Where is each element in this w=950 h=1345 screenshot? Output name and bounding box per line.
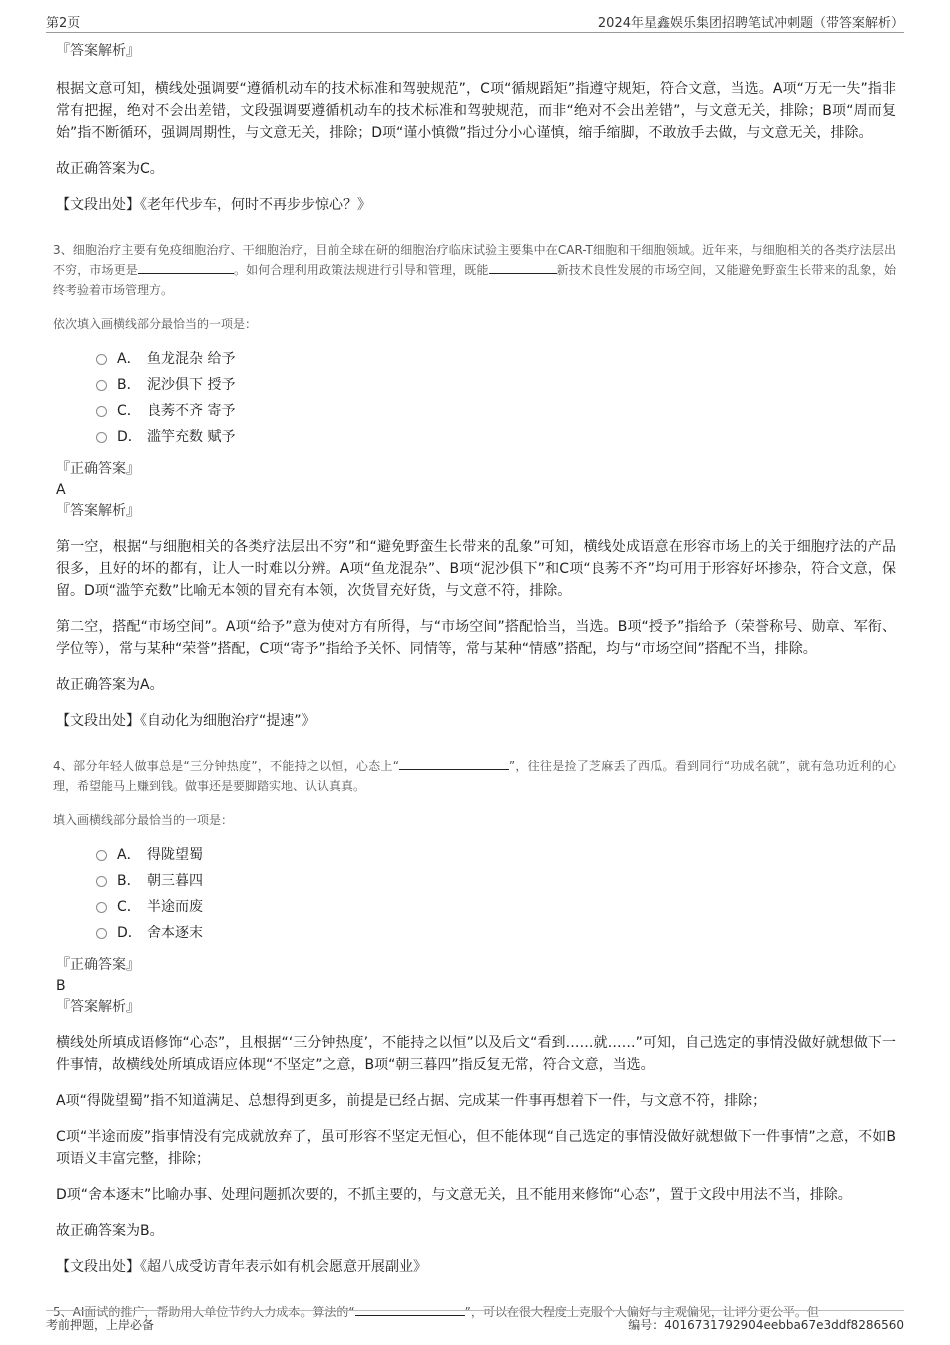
- correct-answer: A: [56, 482, 66, 498]
- source-citation: 【文段出处】《超八成受访青年表示如有机会愿意开展副业》: [56, 1259, 427, 1275]
- page-header: [46, 10, 904, 33]
- option-d[interactable]: D． 舍本逐末: [96, 920, 896, 946]
- radio-icon[interactable]: [96, 850, 107, 861]
- question-4-instruction: 填入画横线部分最恰当的一项是：: [53, 813, 234, 827]
- radio-icon[interactable]: [96, 432, 107, 443]
- radio-icon[interactable]: [96, 354, 107, 365]
- analysis-paragraph: 横线处所填成语修饰“心态”，且根据“‘三分钟热度’，不能持之以恒”以及后文“看到……就……”可知，自己选定的事情没做好就想做下一件事情，故横线处所填成语应体现“不坚定”之意，B项“朝三暮四”指反复无常，符合文意，当选。: [56, 1035, 896, 1073]
- question-3-stem: 3、细胞治疗主要有免疫细胞治疗、干细胞治疗，目前全球在研的细胞治疗临床试验主要集中在CAR-T细胞和干细胞领域。近年来，与细胞相关的各类疗法层出不穷，市场更是 。如何合理利用政策法规进行引导和管理，既能 新技术良性发展的市场空间，又能避免野蛮生长带来的乱象，始终考验着市场管理方。: [53, 243, 896, 297]
- option-c[interactable]: C． 良莠不齐 寄予: [96, 398, 896, 424]
- correct-answer: B: [56, 978, 66, 994]
- radio-icon[interactable]: [96, 902, 107, 913]
- question-4-stem: 4、部分年轻人做事总是“三分钟热度”，不能持之以恒，心态上“ ”，往往是捡了芝麻丢了西瓜。看到同行“功成名就”，就有急功近利的心理，希望能马上赚到钱。做事还是要脚踏实地、认认真真。: [53, 759, 896, 793]
- correct-answer-label: 『正确答案』: [56, 957, 140, 973]
- document-body: [53, 40, 896, 1322]
- blank-line: [399, 757, 509, 770]
- page-footer: [46, 1310, 904, 1337]
- analysis-label: 『答案解析』: [56, 43, 140, 59]
- question-4-options: [96, 842, 896, 946]
- option-b[interactable]: B． 泥沙俱下 授予: [96, 372, 896, 398]
- analysis-paragraph: 第一空，根据“与细胞相关的各类疗法层出不穷”和“避免野蛮生长带来的乱象”可知，横线处成语意在形容市场上的关于细胞疗法的产品很多，且好的坏的都有，让人一时难以分辨。A项“鱼龙混杂”、B项“泥沙俱下”和C项“良莠不齐”均可用于形容好坏掺杂，符合文意，保留。D项“滥竽充数”比喻无本领的冒充有本领，次货冒充好货，与文意不符，排除。: [56, 539, 896, 599]
- analysis-paragraph: 根据文意可知，横线处强调要“遵循机动车的技术标准和驾驶规范”，C项“循规蹈矩”指遵守规矩，符合文意，当选。A项“万无一失”指非常有把握，绝对不会出差错，文段强调要遵循机动车的技术标准和驾驶规范，而非“绝对不会出差错”，与文意无关，排除；B项“周而复始”指不断循环，强调周期性，与文意无关，排除；D项“谨小慎微”指过分小心谨慎，缩手缩脚，不敢放手去做，与文意无关，排除。: [56, 81, 896, 141]
- analysis-paragraph: D项“舍本逐末”比喻办事、处理问题抓次要的，不抓主要的，与文意无关，且不能用来修饰“心态”，置于文段中用法不当，排除。: [56, 1187, 852, 1203]
- blank-line: [489, 261, 557, 274]
- option-d[interactable]: D． 滥竽充数 赋予: [96, 424, 896, 450]
- analysis-label: 『答案解析』: [56, 503, 140, 519]
- analysis-paragraph: 第二空，搭配“市场空间”。A项“给予”意为使对方有所得，与“市场空间”搭配恰当，当选。B项“授予”指给予（荣誉称号、勋章、军衔、学位等），常与某种“荣誉”搭配，C项“寄予”指给予关怀、同情等，常与某种“情感”搭配，均与“市场空间”搭配不当，排除。: [56, 619, 896, 657]
- page-number: 第2页: [46, 15, 81, 31]
- analysis-paragraph: C项“半途而废”指事情没有完成就放弃了，虽可形容不坚定无恒心，但不能体现“自己选定的事情没做好就想做下一件事情”之意，不如B项语义丰富完整，排除；: [56, 1129, 896, 1167]
- radio-icon[interactable]: [96, 380, 107, 391]
- option-a[interactable]: A． 鱼龙混杂 给予: [96, 346, 896, 372]
- footer-slogan: 考前押题，上岸必备: [46, 1317, 155, 1332]
- document-id: 编号：4016731792904eebba67e3ddf8286560: [628, 1317, 904, 1332]
- radio-icon[interactable]: [96, 876, 107, 887]
- analysis-paragraph: A项“得陇望蜀”指不知道满足、总想得到更多，前提是已经占据、完成某一件事再想着下一件，与文意不符，排除；: [56, 1093, 767, 1109]
- source-citation: 【文段出处】《自动化为细胞治疗“提速”》: [56, 713, 316, 729]
- correct-answer-label: 『正确答案』: [56, 461, 140, 477]
- option-c[interactable]: C． 半途而废: [96, 894, 896, 920]
- conclusion: 故正确答案为B。: [56, 1223, 164, 1239]
- analysis-label: 『答案解析』: [56, 999, 140, 1015]
- radio-icon[interactable]: [96, 406, 107, 417]
- document-title: 2024年星鑫娱乐集团招聘笔试冲刺题（带答案解析）: [597, 15, 904, 31]
- radio-icon[interactable]: [96, 928, 107, 939]
- question-3-options: [96, 346, 896, 450]
- blank-line: [138, 261, 234, 274]
- question-3-instruction: 依次填入画横线部分最恰当的一项是：: [53, 317, 258, 331]
- source-citation: 【文段出处】《老年代步车，何时不再步步惊心？》: [56, 197, 371, 213]
- question-5-stem: 5、AI面试的推广，帮助用人单位节约人力成本。算法的“ ”，可以在很大程度上克服个人偏好与主观偏见，让评分更公平。但: [53, 1305, 819, 1319]
- conclusion: 故正确答案为C。: [56, 161, 164, 177]
- option-b[interactable]: B． 朝三暮四: [96, 868, 896, 894]
- option-a[interactable]: A． 得陇望蜀: [96, 842, 896, 868]
- conclusion: 故正确答案为A。: [56, 677, 164, 693]
